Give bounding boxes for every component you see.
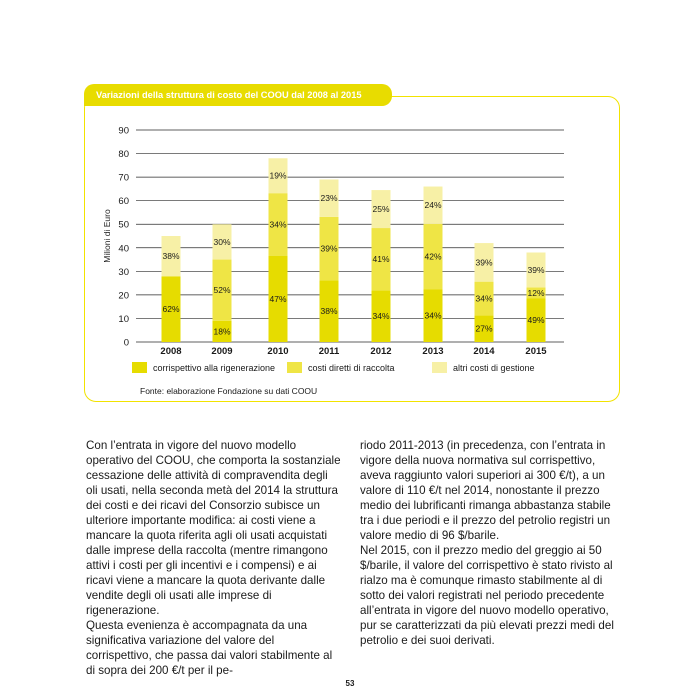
y-tick-label: 60: [118, 196, 129, 208]
legend-item: [287, 362, 395, 373]
data-label: 39%: [527, 264, 545, 275]
legend-item: [132, 362, 275, 373]
chart-title: Variazioni della struttura di costo del COOU dal 2008 al 2015: [84, 84, 392, 106]
data-label: 39%: [475, 257, 493, 268]
data-label: 27%: [475, 323, 493, 334]
data-label: 12%: [527, 287, 545, 298]
data-label: 34%: [424, 310, 442, 321]
y-tick-label: 0: [123, 337, 129, 349]
data-label: 38%: [320, 306, 338, 317]
data-label: 62%: [162, 304, 180, 315]
data-label: 52%: [213, 285, 231, 296]
data-label: 30%: [213, 236, 231, 247]
data-label: 34%: [475, 293, 493, 304]
data-label: 19%: [269, 170, 287, 181]
x-tick-label: 2008: [160, 346, 182, 357]
legend-swatch: [287, 362, 302, 373]
x-tick-label: 2013: [422, 346, 444, 357]
x-tick-label: 2012: [370, 346, 392, 357]
legend-label: costi diretti di raccolta: [308, 362, 395, 373]
y-axis-label: Milioni di Euro: [102, 209, 112, 263]
legend-swatch: [432, 362, 447, 373]
data-label: 41%: [372, 254, 390, 265]
page-number: 53: [345, 679, 355, 688]
body-column-left: [86, 438, 341, 678]
body-paragraph: Questa evenienza è accompagnata da una significativa variazione del valore del corrispettivo, che passa dai valori stabilmente al di sopra dei 200 €/t per il pe-: [86, 619, 333, 677]
data-label: 24%: [424, 200, 442, 211]
data-label: 39%: [320, 243, 338, 254]
body-paragraph: riodo 2011-2013 (in precedenza, con l’entrata in vigore della nuova normativa sul corrispettivo, aveva raggiunto valori superiori ai 300 €/t), a un valore di 110 €/t nel 2014, nonostante il prezzo medio dei lubrificanti rimanga abbastanza stabile tra i due periodi e il prezzo del petrolio registri un valore medio di 96 $/barile.: [360, 439, 611, 542]
legend-label: altri costi di gestione: [453, 362, 535, 373]
body-paragraph: Con l’entrata in vigore del nuovo modello operativo del COOU, che comporta la sostanziale cessazione delle attività di compravendita degli oli usati, nella seconda metà del 2014 la struttura dei costi e dei ricavi del Consorzio subisce un ulteriore importante modifica: ai costi viene a mancare la quota riferita agli oli usati acquistati dalle imprese della raccolta (mentre rimangono attivi i costi per gli incentivi e i compensi) e ai ricavi viene a mancare la quota derivante dalle vendite degli oli usati alle imprese di rigenerazione.: [86, 439, 341, 617]
y-tick-label: 40: [118, 243, 129, 255]
x-tick-label: 2011: [318, 346, 340, 357]
x-tick-label: 2014: [473, 346, 495, 357]
data-label: 25%: [372, 204, 390, 215]
chart-source: Fonte: elaborazione Fondazione su dati COOU: [140, 386, 318, 396]
stacked-bar-chart: [84, 96, 620, 358]
data-label: 42%: [424, 251, 442, 262]
data-label: 47%: [269, 293, 287, 304]
data-label: 34%: [372, 311, 390, 322]
chart-legend: [132, 362, 592, 378]
y-tick-label: 80: [118, 149, 129, 161]
y-tick-label: 20: [118, 290, 129, 302]
data-label: 34%: [269, 219, 287, 230]
legend-label: corrispettivo alla rigenerazione: [153, 362, 276, 373]
x-tick-label: 2009: [211, 346, 233, 357]
y-tick-label: 90: [118, 125, 129, 137]
y-tick-label: 70: [118, 172, 129, 184]
legend-swatch: [132, 362, 147, 373]
x-tick-label: 2015: [525, 346, 547, 357]
y-tick-label: 50: [118, 219, 129, 231]
body-column-right: [360, 438, 615, 648]
x-tick-label: 2010: [267, 346, 289, 357]
data-label: 38%: [162, 251, 180, 262]
data-label: 23%: [320, 193, 338, 204]
data-label: 18%: [213, 326, 231, 337]
body-paragraph: Nel 2015, con il prezzo medio del greggio ai 50 $/barile, il valore del corrispettivo è stato rivisto al rialzo ma è comunque rimasto stabilmente al di sotto dei valori registrati nel periodo precedente all’entrata in vigore del nuovo modello operativo, pur se caratterizzati da più elevati prezzi medi del petrolio e dei suoi derivati.: [360, 544, 614, 647]
data-label: 49%: [527, 315, 545, 326]
y-tick-label: 30: [118, 266, 129, 278]
y-tick-label: 10: [118, 313, 129, 325]
legend-item: [432, 362, 535, 373]
